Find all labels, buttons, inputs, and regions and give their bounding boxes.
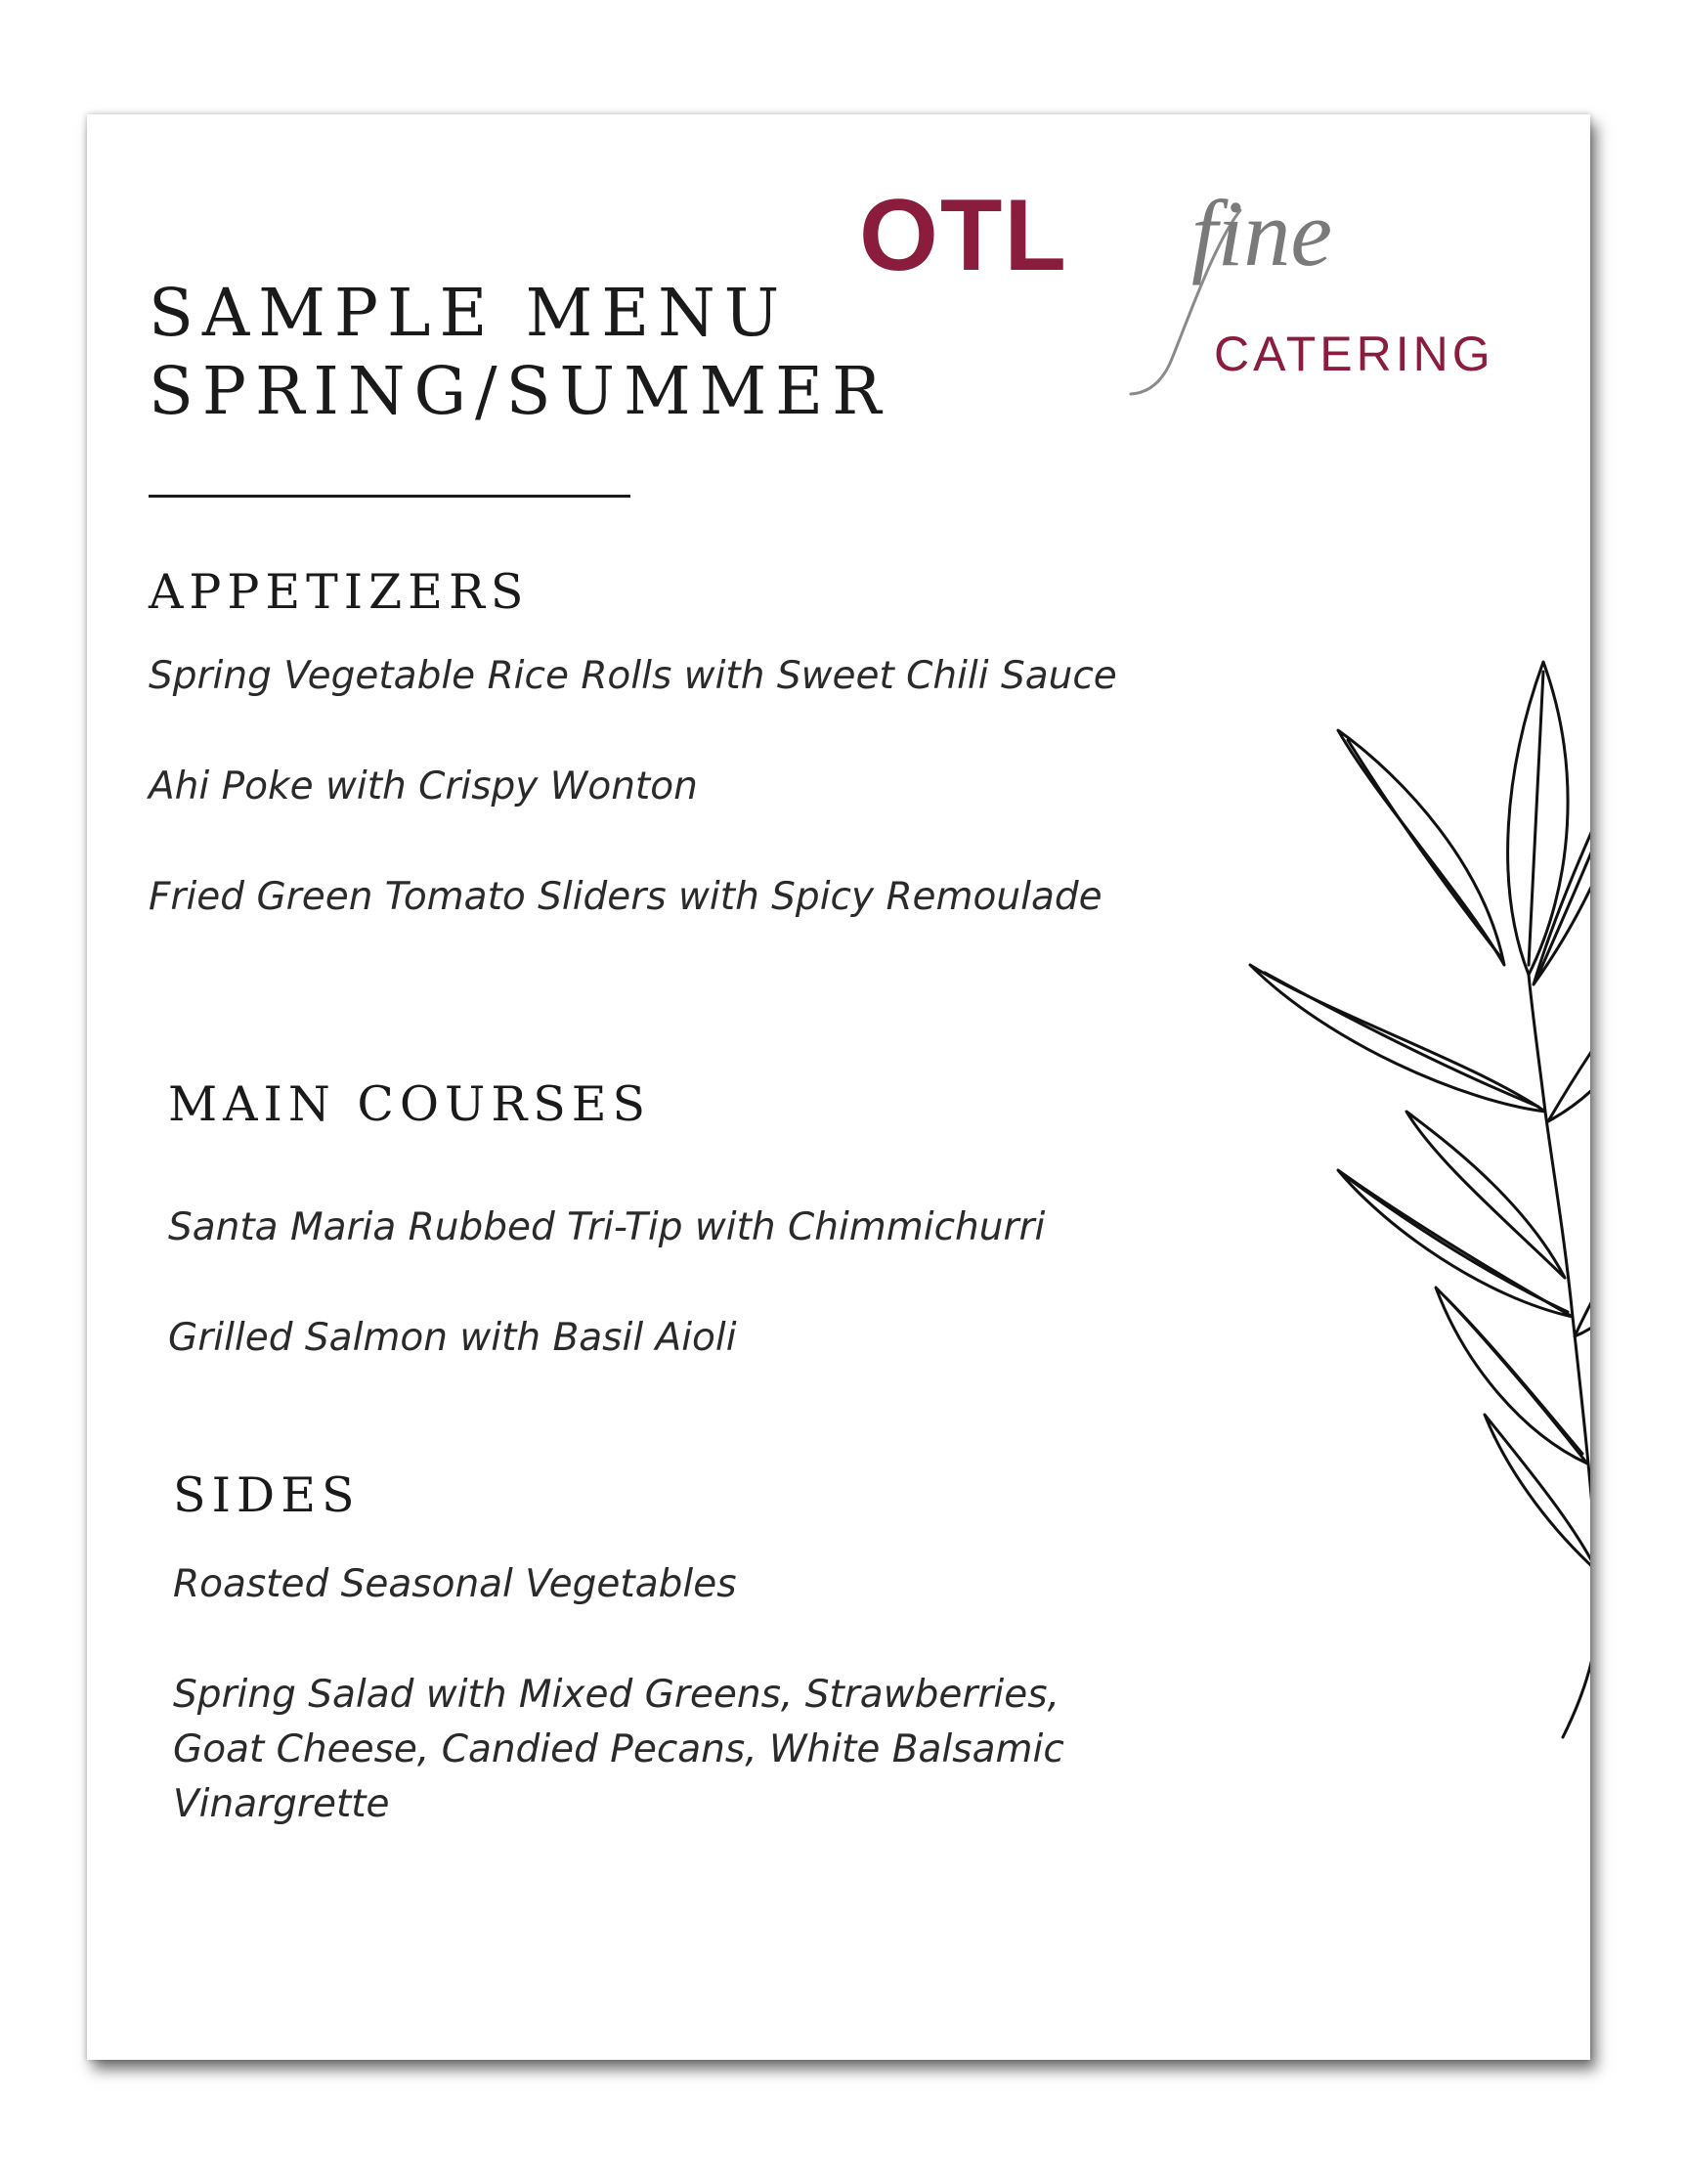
logo-catering-text: CATERING	[1214, 327, 1494, 381]
menu-item: Ahi Poke with Crispy Wonton	[149, 764, 698, 808]
appetizers-heading: APPETIZERS	[149, 564, 530, 620]
menu-title-line2: SPRING/SUMMER	[149, 353, 890, 429]
menu-item: Fried Green Tomato Sliders with Spicy Remoulade	[149, 875, 1102, 919]
menu-item: Santa Maria Rubbed Tri-Tip with Chimmichurri	[168, 1205, 1046, 1249]
menu-page	[87, 114, 1590, 2060]
sides-heading: SIDES	[173, 1467, 361, 1523]
logo-fine-text: fine	[1191, 181, 1332, 285]
menu-item: Spring Salad with Mixed Greens, Strawberries,	[173, 1673, 1059, 1717]
logo-otl-text: OTL	[859, 179, 1068, 292]
main-courses-heading: MAIN COURSES	[168, 1076, 652, 1132]
menu-item: Vinargrette	[173, 1782, 390, 1826]
menu-item: Spring Vegetable Rice Rolls with Sweet Chili Sauce	[149, 654, 1117, 698]
menu-title-line1: SAMPLE MENU	[149, 275, 789, 351]
menu-item: Roasted Seasonal Vegetables	[173, 1562, 737, 1606]
otl-fine-catering-logo	[859, 163, 1563, 398]
leaf-branch-icon	[1211, 535, 1590, 1747]
menu-item: Grilled Salmon with Basil Aioli	[168, 1316, 737, 1360]
title-divider	[149, 495, 630, 498]
menu-item: Goat Cheese, Candied Pecans, White Balsamic	[173, 1727, 1064, 1771]
menu-title	[149, 274, 890, 430]
